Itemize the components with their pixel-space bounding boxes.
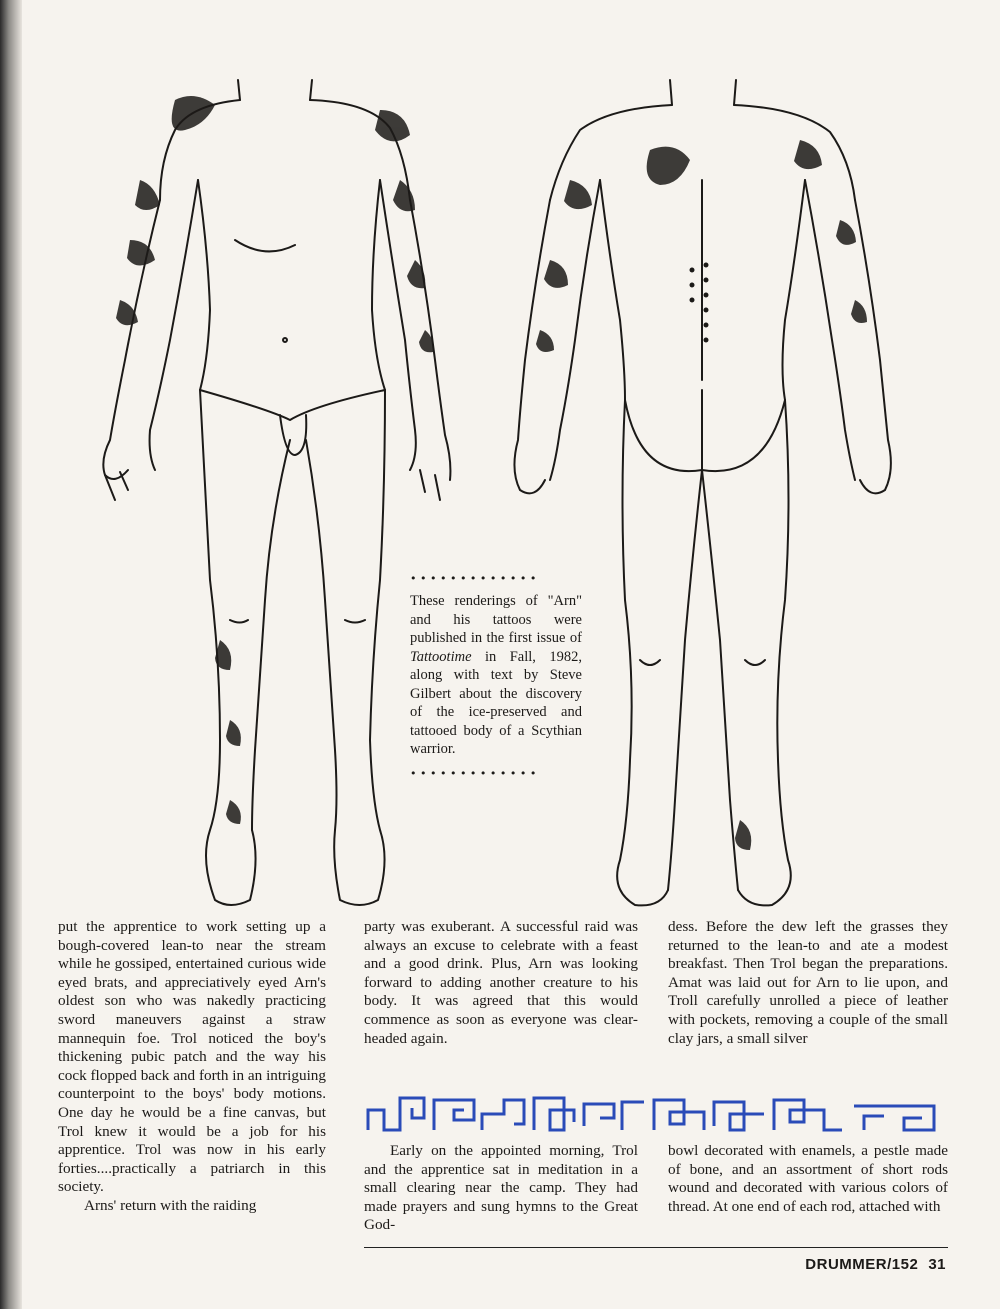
article-column-1 xyxy=(58,918,326,1216)
col1-paragraph-1: put the apprentice to work setting up a bough-covered lean-to near the stream while he gossiped, entertained curious wide eyed brats, and appreciatively eyed Arn's oldest son who was nakedly practicing sword maneuvers against a straw mannequin foe. Trol noticed the boy's thickening pubic patch and the way his cock flopped back and forth in an intriguing counterpoint to the boys' body motions. One day he would be a fine canvas, but Trol knew it would be a job for his apprentice. Trol was now in his early forties....practically a patriarch in this society. xyxy=(58,918,326,1196)
col3-bottom-paragraph: bowl decorated with enamels, a pestle made of bone, and an assortment of short rods wound and decorated with various colors of thread. At one end of each rod, attached with xyxy=(668,1142,948,1215)
caption-publication-title: Tattootime xyxy=(410,648,472,665)
footer-rule xyxy=(364,1247,948,1248)
page-gutter-shadow xyxy=(0,0,22,1309)
article-column-2-top xyxy=(364,918,638,1048)
article-column-2-bottom xyxy=(364,1142,638,1235)
tattoo-figure-illustration xyxy=(80,60,960,920)
col2-bottom-paragraph: Early on the appointed morning, Trol and the apprentice sat in meditation in a small clearing near the camp. They had made prayers and sung hymns to the Great God- xyxy=(364,1142,638,1234)
article-column-3-top xyxy=(668,918,948,1048)
caption-dots-top: ••••••••••••• xyxy=(410,572,540,585)
caption-lead: These renderings of "Arn" and his tattoos were published in the first issue of xyxy=(410,593,582,646)
caption-dots-bottom: ••••••••••••• xyxy=(410,766,540,780)
caption-text xyxy=(410,592,582,759)
col3-top-paragraph: dess. Before the dew left the grasses they returned to the lean-to and ate a modest breakfast. Then Trol began the preparations. Amat was laid out for Arn to lie upon, and Troll carefully unrolled a piece of leather with pockets, removing a couple of the small clay jars, a small silver xyxy=(668,918,948,1047)
publication-issue: DRUMMER/152 xyxy=(805,1256,919,1273)
illustration-caption xyxy=(410,572,582,781)
col2-top-paragraph: party was exuberant. A successful raid was always an excuse to celebrate with a feast and a good drink. Plus, Arn was looking forward to adding another creature to his body. It was agreed that this would commence as soon as everyone was clear-headed again. xyxy=(364,918,638,1047)
page-footer xyxy=(805,1256,946,1273)
caption-rest: in Fall, 1982, along with text by Steve Gilbert about the discovery of the ice-preserved and tattooed body of a Scythian warrior. xyxy=(410,648,582,757)
article-column-3-bottom xyxy=(668,1142,948,1216)
page-number: 31 xyxy=(928,1256,946,1273)
blue-meander-ornament xyxy=(364,1090,944,1136)
col1-paragraph-2: Arns' return with the raiding xyxy=(84,1196,257,1214)
